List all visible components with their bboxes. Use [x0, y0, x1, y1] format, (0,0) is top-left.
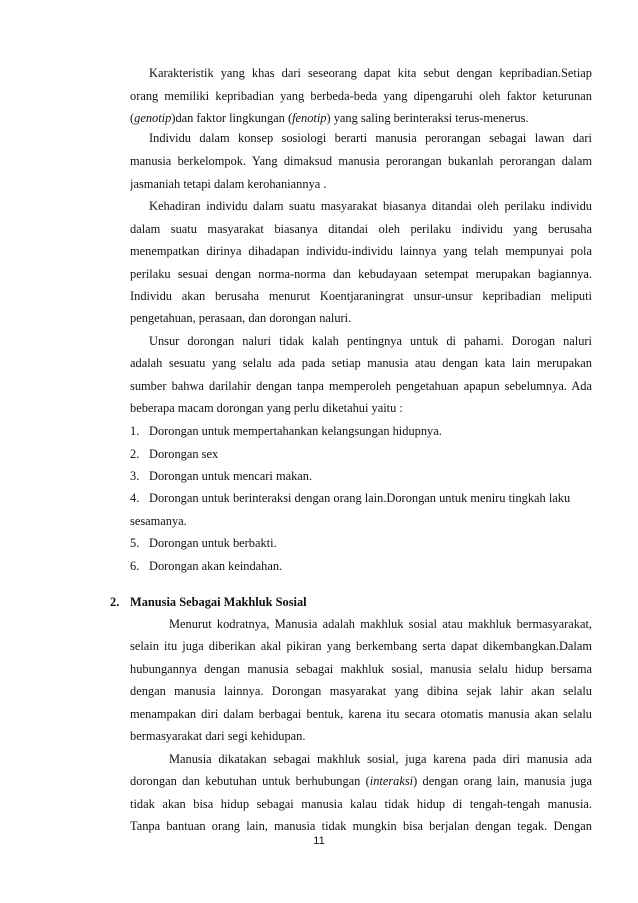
paragraph-line: jasmaniah tetapi dalam kerohaniannya . — [130, 177, 327, 191]
list-number: 3. — [130, 469, 140, 483]
paragraph-line: beberapa macam dorongan yang perlu diketahui yaitu : — [130, 401, 403, 415]
paragraph-line: adalah sesuatu yang selalu ada pada setiap manusia atau dengan kata lain merupakan — [130, 356, 592, 370]
paragraph-line: Individu akan berusaha menurut Koentjaraningrat unsur-unsur kepribadian meliputi — [130, 289, 592, 303]
paragraph-line: dorongan dan kebutuhan untuk berhubungan (interaksi) dengan orang lain, manusia juga — [130, 774, 592, 788]
list-item-continuation: sesamanya. — [130, 514, 187, 528]
page-number: 11 — [313, 835, 325, 847]
list-item: Dorongan sex — [149, 447, 219, 461]
paragraph-line: pengetahuan, perasaan, dan dorongan naluri. — [130, 311, 352, 325]
paragraph-line: dalam suatu masyarakat biasanya ditandai oleh perilaku individu yang berusaha — [130, 222, 592, 236]
paragraph-line: Tanpa bantuan orang lain, manusia tidak mungkin bisa berjalan dengan tegak. Dengan — [130, 819, 592, 833]
list-number: 2. — [130, 447, 140, 461]
paragraph-line: dengan manusia lainnya. Dorongan masyarakat yang dibina sejak lahir akan selalu — [130, 684, 592, 698]
paragraph-line: Manusia dikatakan sebagai makhluk sosial, juga karena pada diri manusia ada — [169, 752, 592, 766]
paragraph-line: bermasyarakat dari segi kehidupan. — [130, 729, 306, 743]
list-number: 6. — [130, 559, 140, 573]
list-item: Dorongan untuk mencari makan. — [149, 469, 313, 483]
paragraph-line: perilaku sesuai dengan norma-norma dan kebudayaan setempat merupakan bagiannya. — [130, 267, 592, 281]
paragraph-line: Karakteristik yang khas dari seseorang dapat kita sebut dengan kepribadian.Setiap — [149, 66, 592, 80]
paragraph-line: tidak akan bisa hidup sebagai manusia kalau tidak hidup di tengah-tengah manusia. — [130, 797, 592, 811]
section-number: 2. — [110, 595, 120, 609]
paragraph-line: sumber bahwa darilahir dengan tanpa memperoleh pengetahuan apapun sebelumnya. Ada — [130, 379, 592, 393]
list-item: Dorongan untuk berbakti. — [149, 536, 277, 550]
paragraph-line: Individu dalam konsep sosiologi berarti manusia perorangan sebagai lawan dari — [149, 131, 592, 145]
paragraph-line: menempatkan dirinya dihadapan individu-individu lainnya yang telah mempunyai pola — [130, 244, 592, 258]
paragraph-line: (genotip)dan faktor lingkungan (fenotip) yang saling berinteraksi terus-menerus. — [130, 111, 529, 125]
list-number: 4. — [130, 491, 140, 505]
list-number: 5. — [130, 536, 140, 550]
list-number: 1. — [130, 424, 140, 438]
paragraph-line: Kehadiran individu dalam suatu masyarakat biasanya ditandai oleh perilaku individu — [149, 199, 592, 213]
paragraph-line: manusia berkelompok. Yang dimaksud manusia perorangan bukanlah perorangan dalam — [130, 154, 592, 168]
paragraph-line: selain itu juga diberikan akal pikiran yang berkembang serta dapat dikembangkan.Dalam — [130, 639, 592, 653]
paragraph-line: Unsur dorongan naluri tidak kalah pentingnya untuk di pahami. Dorogan naluri — [149, 334, 592, 348]
list-item: Dorongan untuk mempertahankan kelangsungan hidupnya. — [149, 424, 442, 438]
section-title: Manusia Sebagai Makhluk Sosial — [130, 595, 307, 609]
paragraph-line: Menurut kodratnya, Manusia adalah makhluk sosial atau makhluk bermasyarakat, — [169, 617, 592, 631]
paragraph-line: menampakan diri dalam berbagai bentuk, karena itu secara otomatis manusia akan selalu — [130, 707, 592, 721]
list-item: Dorongan untuk berinteraksi dengan orang lain.Dorongan untuk meniru tingkah laku — [149, 491, 571, 505]
list-item: Dorongan akan keindahan. — [149, 559, 283, 573]
paragraph-line: orang memiliki kepribadian yang berbeda-beda yang dipengaruhi oleh faktor keturunan — [130, 89, 592, 103]
paragraph-line: hubungannya dengan manusia sebagai makhluk sosial, manusia selalu hidup bersama — [130, 662, 592, 676]
